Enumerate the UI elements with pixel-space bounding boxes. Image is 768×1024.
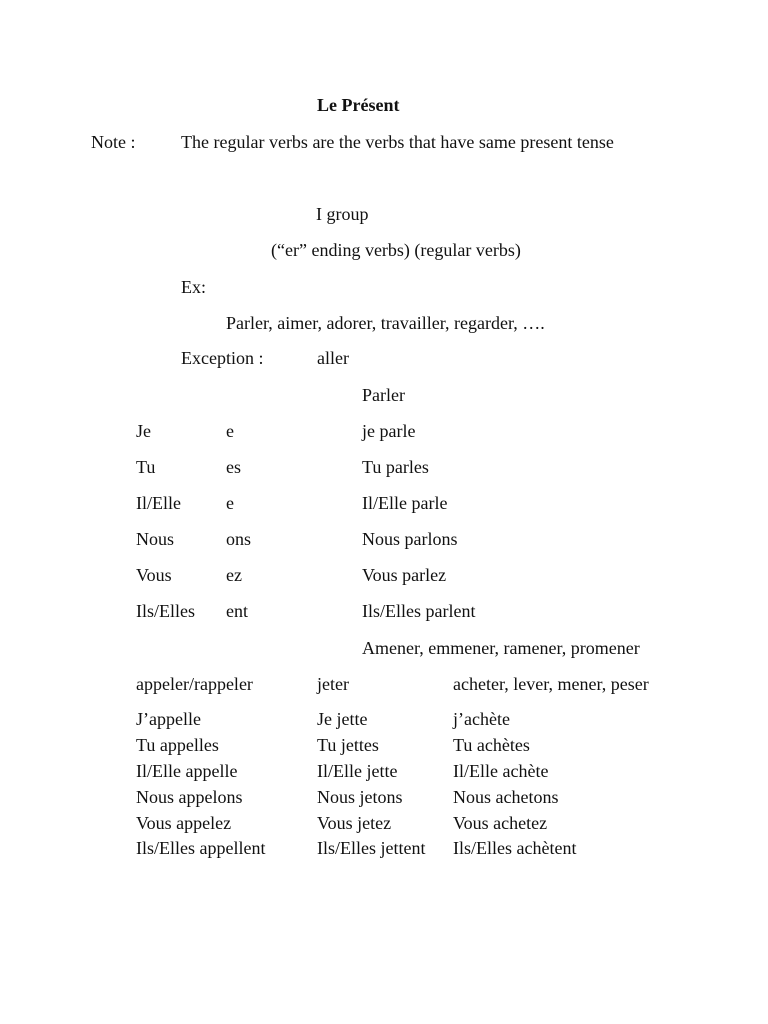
form-cell: Ils/Elles parlent: [362, 601, 476, 621]
table-cell: Ils/Elles achètent: [453, 838, 577, 858]
table-cell: Il/Elle appelle: [136, 761, 238, 781]
form-cell: Vous parlez: [362, 565, 447, 585]
table-cell: Nous jetons: [317, 787, 403, 807]
ending-cell: es: [226, 457, 241, 477]
table-cell: Ils/Elles jettent: [317, 838, 426, 858]
table-cell: Je jette: [317, 709, 368, 729]
ending-cell: e: [226, 421, 234, 441]
ending-cell: ez: [226, 565, 242, 585]
form-cell: Il/Elle parle: [362, 493, 448, 513]
table-cell: Ils/Elles appellent: [136, 838, 266, 858]
table-cell: Tu jettes: [317, 735, 379, 755]
table-cell: Vous appelez: [136, 813, 232, 833]
table-cell: J’appelle: [136, 709, 201, 729]
table-cell: Il/Elle achète: [453, 761, 549, 781]
note-label: Note :: [91, 132, 136, 152]
pronoun-cell: Vous: [136, 565, 172, 585]
table-cell: Nous appelons: [136, 787, 243, 807]
pronoun-cell: Tu: [136, 457, 156, 477]
table-cell: j’achète: [453, 709, 510, 729]
exception-verb: aller: [317, 348, 349, 368]
example-label: Ex:: [181, 277, 206, 297]
form-cell: Nous parlons: [362, 529, 458, 549]
group-subtitle: (“er” ending verbs) (regular verbs): [271, 240, 521, 260]
exception-label: Exception :: [181, 348, 264, 368]
table-cell: Il/Elle jette: [317, 761, 398, 781]
pronoun-cell: Je: [136, 421, 151, 441]
column-header: appeler/rappeler: [136, 674, 253, 694]
ending-cell: ons: [226, 529, 252, 549]
pronoun-cell: Ils/Elles: [136, 601, 195, 621]
group-heading: I group: [316, 204, 369, 224]
table-cell: Tu appelles: [136, 735, 219, 755]
pronoun-cell: Nous: [136, 529, 175, 549]
ending-cell: e: [226, 493, 234, 513]
conjugation-verb-heading: Parler: [362, 385, 405, 405]
similar-verbs-line: Amener, emmener, ramener, promener: [362, 638, 640, 658]
table-cell: Vous achetez: [453, 813, 548, 833]
page-title: Le Présent: [317, 95, 400, 115]
form-cell: je parle: [362, 421, 416, 441]
ending-cell: ent: [226, 601, 248, 621]
pronoun-cell: Il/Elle: [136, 493, 181, 513]
column-header: acheter, lever, mener, peser: [453, 674, 649, 694]
form-cell: Tu parles: [362, 457, 429, 477]
example-verbs: Parler, aimer, adorer, travailler, regarder, ….: [226, 313, 545, 333]
table-cell: Tu achètes: [453, 735, 530, 755]
column-header: jeter: [317, 674, 349, 694]
table-cell: Vous jetez: [317, 813, 392, 833]
table-cell: Nous achetons: [453, 787, 559, 807]
note-text: The regular verbs are the verbs that have same present tense: [181, 132, 614, 152]
